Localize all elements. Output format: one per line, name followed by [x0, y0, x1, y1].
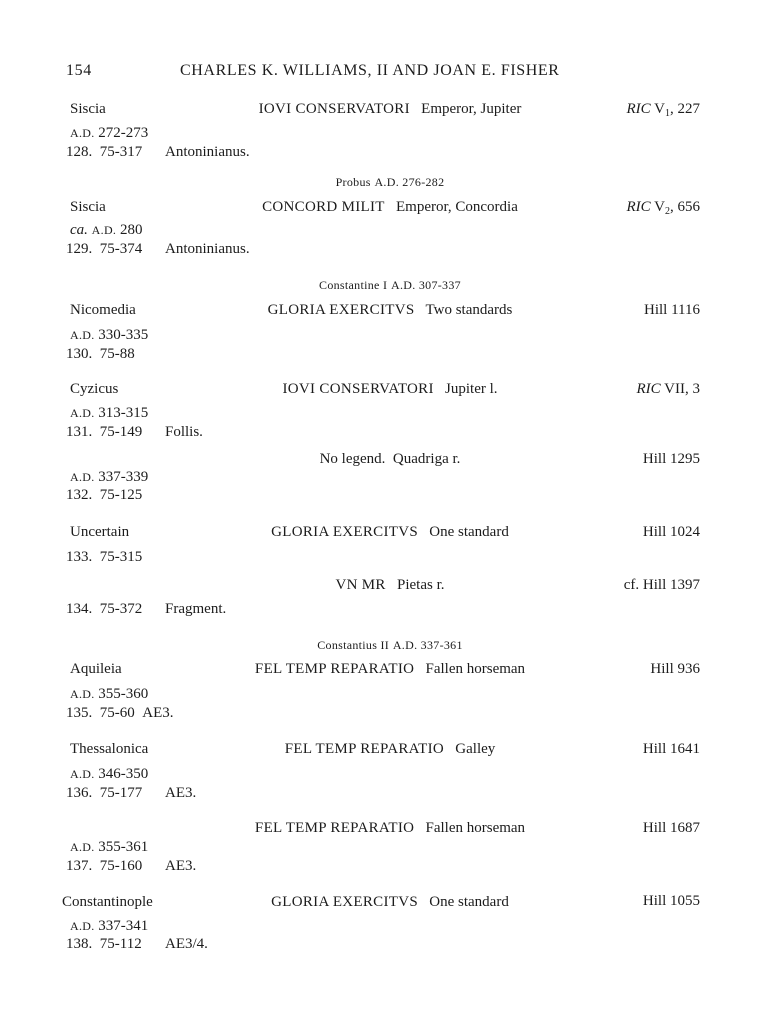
issue-date: A.D. 337-341: [70, 918, 149, 934]
catalog-reference: RIC VII, 3: [636, 381, 700, 397]
mint-name: Thessalonica: [70, 741, 149, 757]
ruler-heading: Probus A.D. 276-282: [335, 175, 445, 189]
reverse-description: CONCORD MILIT Emperor, Concordia: [262, 199, 518, 215]
reverse-description: FEL TEMP REPARATIO Galley: [284, 741, 496, 757]
mint-name: Siscia: [70, 199, 106, 215]
issue-date: A.D. 337-339: [70, 469, 149, 485]
catalog-number: 129. 75-374: [66, 241, 143, 257]
reverse-description: FEL TEMP REPARATIO Fallen horseman: [254, 820, 526, 836]
reverse-description: IOVI CONSERVATORI Jupiter l.: [282, 381, 498, 397]
reverse-description: GLORIA EXERCITVS One standard: [271, 894, 509, 910]
issue-date: A.D. 355-361: [70, 839, 149, 855]
denomination-note: Antoninianus.: [165, 241, 250, 257]
catalog-reference: Hill 1687: [642, 820, 700, 836]
denomination-note: Fragment.: [165, 601, 227, 617]
catalog-reference: RIC $V_2$, 656: [626, 199, 700, 217]
catalog-number: 128. 75-317: [66, 144, 143, 160]
issue-date: A.D. 330-335: [70, 327, 149, 343]
issue-date: A.D. 272-273: [70, 125, 149, 141]
running-head-authors: CHARLES K. WILLIAMS, II AND JOAN E. FISHER: [180, 62, 560, 79]
mint-name: Constantinople: [62, 894, 153, 910]
reverse-description: GLORIA EXERCITVS Two standards: [267, 302, 513, 318]
page-number: 154: [66, 62, 92, 79]
catalog-number: 138. 75-112: [66, 936, 142, 952]
denomination-note: AE3.: [165, 785, 197, 801]
catalog-number: 137. 75-160: [66, 858, 143, 874]
catalog-number: 135. 75-60 AE3.: [66, 705, 174, 721]
ruler-heading: Constantine I A.D. 307-337: [319, 278, 461, 292]
mint-name: Nicomedia: [70, 302, 136, 318]
catalog-number: 136. 75-177: [66, 785, 143, 801]
catalog-reference: RIC $V_1$, 227: [626, 101, 700, 119]
catalog-number: 133. 75-315: [66, 549, 143, 565]
issue-date: ca. A.D. 280: [70, 222, 143, 238]
catalog-number: 130. 75-88: [66, 346, 135, 362]
catalog-reference: Hill 1641: [642, 741, 700, 757]
catalog-reference: Hill 1055: [642, 893, 700, 909]
issue-date: A.D. 355-360: [70, 686, 149, 702]
denomination-note: AE3.: [165, 858, 197, 874]
mint-name: Cyzicus: [70, 381, 119, 397]
catalog-reference: Hill 1295: [642, 451, 700, 467]
reverse-description: GLORIA EXERCITVS One standard: [271, 524, 509, 540]
catalog-reference: cf. Hill 1397: [623, 577, 700, 593]
catalog-reference: Hill 1116: [644, 302, 700, 318]
denomination-note: Antoninianus.: [165, 144, 250, 160]
reverse-description: VN MR Pietas r.: [335, 577, 445, 593]
catalog-number: 132. 75-125: [66, 487, 143, 503]
mint-name: Uncertain: [70, 524, 130, 540]
reverse-description: FEL TEMP REPARATIO Fallen horseman: [254, 661, 526, 677]
catalog-reference: Hill 936: [650, 661, 700, 677]
ruler-heading: Constantius II A.D. 337-361: [317, 638, 463, 652]
catalog-reference: Hill 1024: [642, 524, 700, 540]
denomination-note: Follis.: [165, 424, 203, 440]
catalog-number: 134. 75-372: [66, 601, 143, 617]
denomination-note: AE3/4.: [165, 936, 208, 952]
issue-date: A.D. 313-315: [70, 405, 149, 421]
catalog-number: 131. 75-149: [66, 424, 143, 440]
issue-date: A.D. 346-350: [70, 766, 149, 782]
reverse-description: No legend. Quadriga r.: [319, 451, 461, 467]
reverse-description: IOVI CONSERVATORI Emperor, Jupiter: [258, 101, 522, 117]
mint-name: Siscia: [70, 101, 106, 117]
mint-name: Aquileia: [70, 661, 122, 677]
